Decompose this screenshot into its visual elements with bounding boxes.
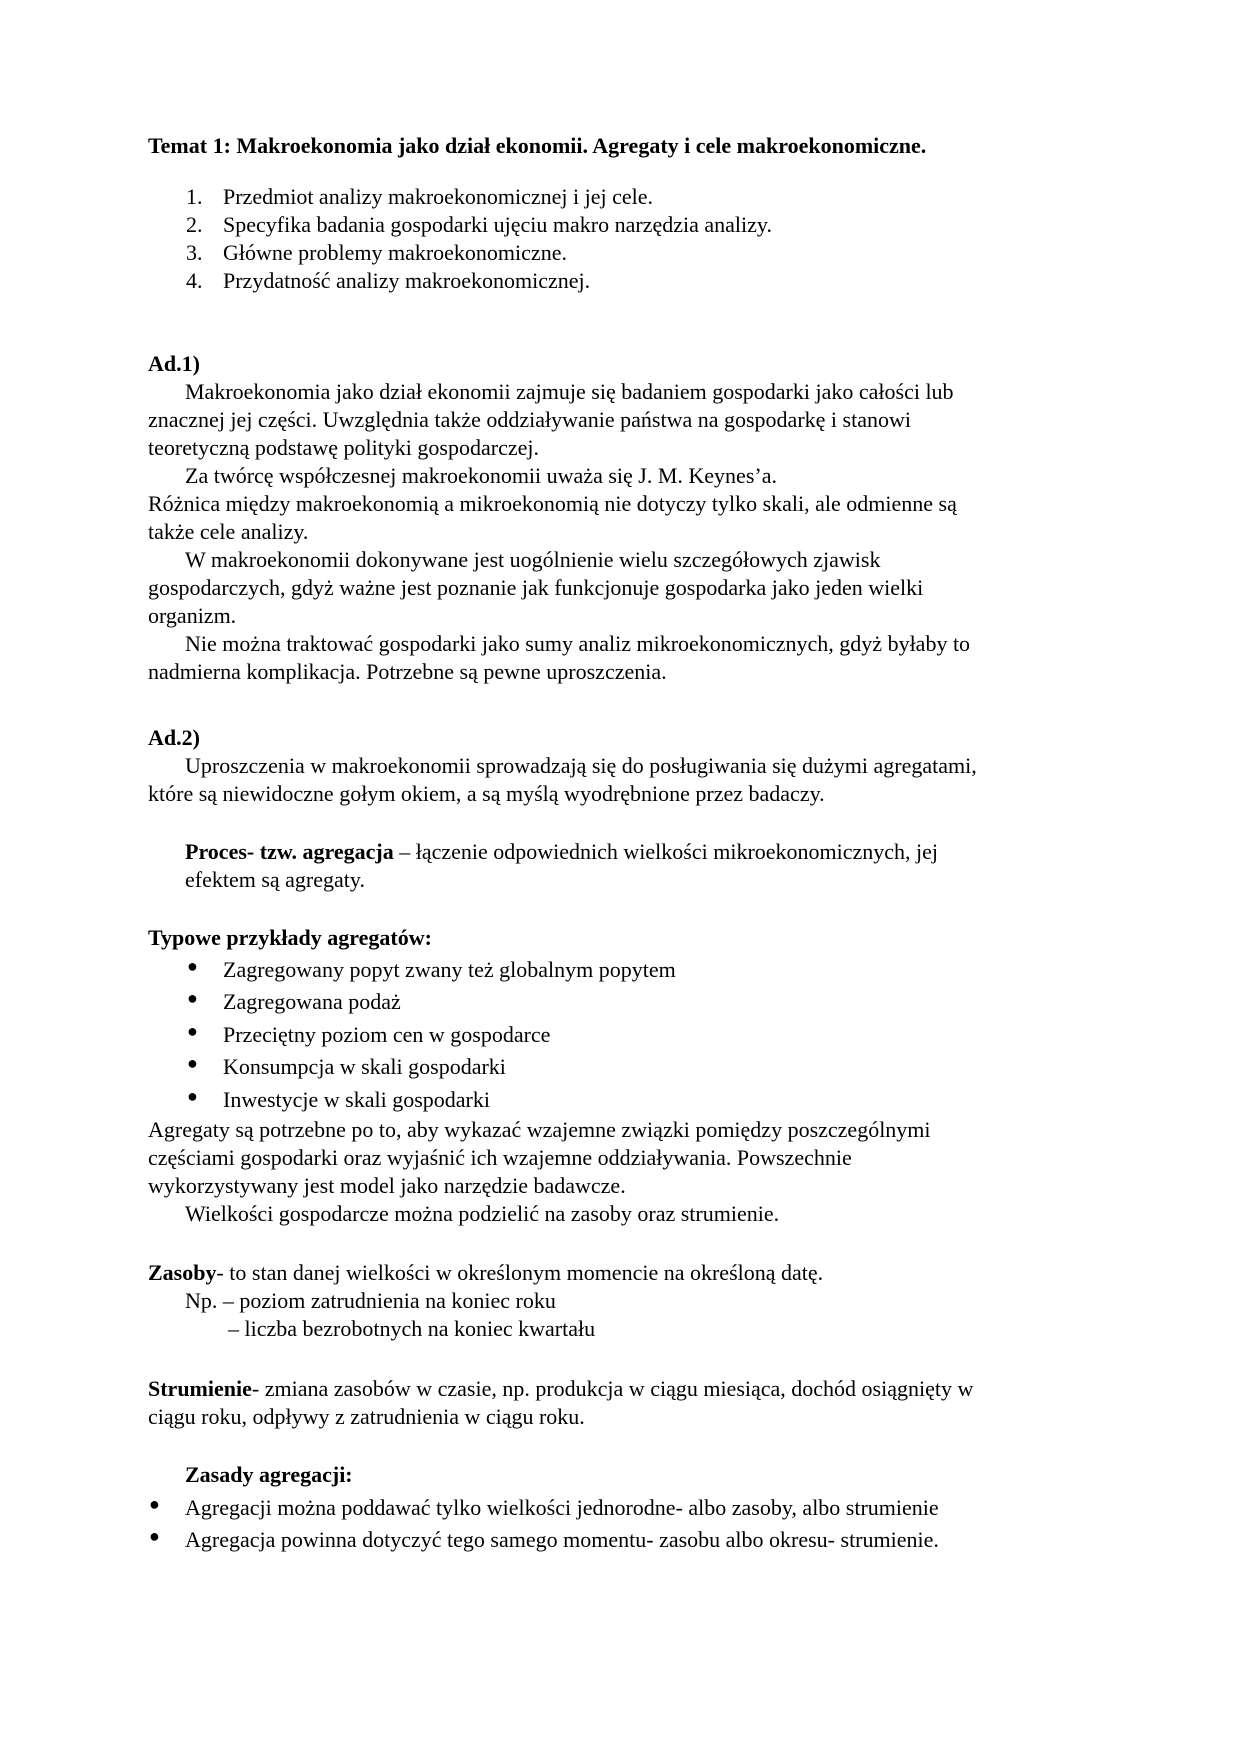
ad1-paragraph-line: także cele analizy. — [148, 519, 309, 544]
bullet-icon: ● — [187, 1053, 198, 1073]
section-heading-ad2: Ad.2) — [148, 725, 200, 750]
strumienie-definition-line2: ciągu roku, odpływy z zatrudnienia w ciągu roku. — [148, 1404, 585, 1429]
strumienie-description: - zmiana zasobów w czasie, np. produkcja w ciągu miesiąca, dochód osiągnięty w — [251, 1376, 974, 1401]
zasady-heading: Zasady agregacji: — [185, 1462, 353, 1487]
outline-item-4: Przydatność analizy makroekonomicznej. — [223, 268, 591, 293]
bullet-icon: ● — [187, 988, 198, 1008]
process-description: – łączenie odpowiednich wielkości mikroekonomicznych, jej — [393, 839, 939, 864]
bullet-icon: ● — [149, 1494, 160, 1514]
zasoby-description: - to stan danej wielkości w określonym momencie na określoną datę. — [216, 1260, 824, 1285]
zasoby-example-2: – liczba bezrobotnych na koniec kwartału — [228, 1316, 596, 1341]
outline-item-2: Specyfika badania gospodarki ujęciu makro narzędzia analizy. — [223, 212, 772, 237]
ad1-paragraph-line: Makroekonomia jako dział ekonomii zajmuje się badaniem gospodarki jako całości lub — [185, 379, 954, 404]
section-heading-ad1: Ad.1) — [148, 351, 200, 376]
bullet-icon: ● — [187, 1086, 198, 1106]
zasoby-example-1: Np. – poziom zatrudnienia na koniec roku — [185, 1288, 556, 1313]
examples-paragraph-line: częściami gospodarki oraz wyjaśnić ich wzajemne oddziaływania. Powszechnie — [148, 1145, 852, 1170]
zasoby-definition — [148, 1259, 823, 1287]
process-definition — [185, 838, 938, 866]
examples-paragraph-line: Agregaty są potrzebne po to, aby wykazać wzajemne związki pomiędzy poszczególnymi — [148, 1117, 931, 1142]
bullet-icon: ● — [187, 1021, 198, 1041]
ad1-paragraph-line: gospodarczych, gdyż ważne jest poznanie jak funkcjonuje gospodarka jako jeden wielki — [148, 575, 924, 600]
ad1-paragraph-line: organizm. — [148, 603, 237, 628]
ad1-paragraph-line: znacznej jej części. Uwzględnia także oddziaływanie państwa na gospodarkę i stanowi — [148, 407, 911, 432]
ad1-paragraph-line: Za twórcę współczesnej makroekonomii uważa się J. M. Keynes’a. — [185, 463, 777, 488]
strumienie-definition — [148, 1375, 973, 1403]
ad1-paragraph-line: nadmierna komplikacja. Potrzebne są pewne uproszczenia. — [148, 659, 667, 684]
example-list-item: Przeciętny poziom cen w gospodarce — [223, 1022, 551, 1047]
example-list-item: Inwestycje w skali gospodarki — [223, 1087, 490, 1112]
process-definition-line2: efektem są agregaty. — [185, 867, 365, 892]
outline-number-2: 2. — [186, 212, 203, 237]
ad1-paragraph-line: Nie można traktować gospodarki jako sumy analiz mikroekonomicznych, gdyż byłaby to — [185, 631, 971, 656]
ad1-paragraph-line: teoretyczną podstawę polityki gospodarczej. — [148, 435, 539, 460]
ad2-paragraph-line: Uproszczenia w makroekonomii sprowadzają się do posługiwania się dużymi agregatami, — [185, 753, 977, 778]
example-list-item: Zagregowana podaż — [223, 989, 401, 1014]
bullet-icon: ● — [149, 1526, 160, 1546]
document-title: Temat 1: Makroekonomia jako dział ekonomii. Agregaty i cele makroekonomiczne. — [148, 133, 927, 158]
examples-heading: Typowe przykłady agregatów: — [148, 925, 432, 950]
strumienie-term: Strumienie — [148, 1376, 252, 1401]
examples-paragraph-line: Wielkości gospodarcze można podzielić na zasoby oraz strumienie. — [185, 1201, 780, 1226]
outline-item-1: Przedmiot analizy makroekonomicznej i jej cele. — [223, 184, 654, 209]
examples-paragraph-line: wykorzystywany jest model jako narzędzie badawcze. — [148, 1173, 626, 1198]
example-list-item: Konsumpcja w skali gospodarki — [223, 1054, 506, 1079]
process-term: Proces- tzw. agregacja — [185, 839, 394, 864]
zasady-list-item: Agregacja powinna dotyczyć tego samego momentu- zasobu albo okresu- strumienie. — [185, 1527, 939, 1552]
zasoby-term: Zasoby — [148, 1260, 217, 1285]
example-list-item: Zagregowany popyt zwany też globalnym popytem — [223, 957, 676, 982]
ad2-paragraph-line: które są niewidoczne gołym okiem, a są myślą wyodrębnione przez badaczy. — [148, 781, 825, 806]
bullet-icon: ● — [187, 956, 198, 976]
ad1-paragraph-line: Różnica między makroekonomią a mikroekonomią nie dotyczy tylko skali, ale odmienne są — [148, 491, 957, 516]
outline-item-3: Główne problemy makroekonomiczne. — [223, 240, 567, 265]
ad1-paragraph-line: W makroekonomii dokonywane jest uogólnienie wielu szczegółowych zjawisk — [185, 547, 881, 572]
outline-number-4: 4. — [186, 268, 203, 293]
outline-number-3: 3. — [186, 240, 203, 265]
zasady-list-item: Agregacji można poddawać tylko wielkości jednorodne- albo zasoby, albo strumienie — [185, 1495, 939, 1520]
outline-number-1: 1. — [186, 184, 203, 209]
